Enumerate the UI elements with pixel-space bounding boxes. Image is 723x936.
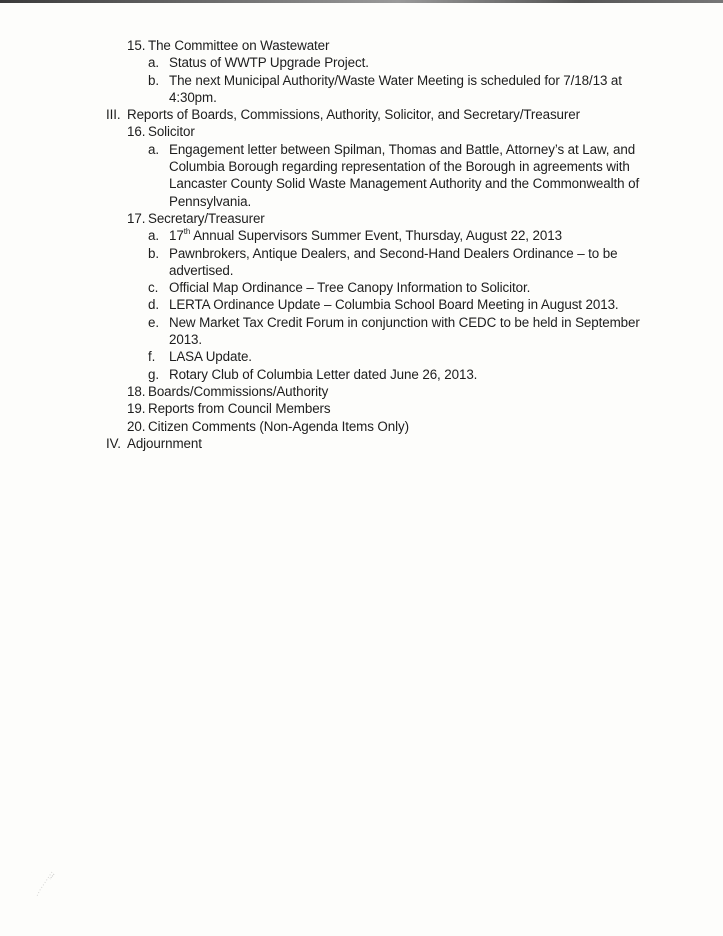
item-text: Secretary/Treasurer	[148, 210, 265, 226]
subitem-letter: b.	[148, 245, 159, 261]
scan-smudge-mark	[34, 870, 58, 898]
agenda-section-iv	[0, 435, 723, 452]
ordinal-suffix: th	[183, 226, 191, 236]
ordinal-number: 17	[169, 228, 184, 244]
subitem-letter: e.	[148, 314, 159, 330]
section-heading: Adjournment	[127, 435, 202, 451]
subitem-text-continued: advertised.	[169, 262, 234, 278]
section-numeral: IV.	[106, 435, 121, 451]
agenda-section-iii	[0, 106, 723, 123]
agenda-subitem-16a	[0, 141, 723, 158]
subitem-letter: a.	[148, 228, 159, 244]
subitem-text: Rotary Club of Columbia Letter dated June 26, 2013.	[169, 366, 478, 382]
item-text: The Committee on Wastewater	[148, 38, 330, 53]
item-number: 17.	[127, 210, 146, 226]
subitem-text: Status of WWTP Upgrade Project.	[169, 55, 369, 71]
subitem-letter: c.	[148, 280, 159, 296]
agenda-item-19	[0, 400, 723, 417]
page-top-edge	[0, 0, 723, 3]
item-number: 19.	[127, 401, 146, 417]
subitem-text: New Market Tax Credit Forum in conjunction with CEDC to be held in September	[169, 314, 640, 330]
section-numeral: III.	[106, 107, 121, 123]
agenda-subitem-17e	[0, 314, 723, 331]
section-heading: Reports of Boards, Commissions, Authority, Solicitor, and Secretary/Treasurer	[127, 107, 580, 123]
agenda-item-15	[0, 37, 723, 54]
subitem-letter: f.	[148, 349, 156, 365]
agenda-subitem-15b	[0, 72, 723, 89]
subitem-text: Pawnbrokers, Antique Dealers, and Second-Hand Dealers Ordinance – to be	[169, 245, 618, 261]
subitem-text-continued: 4:30pm.	[169, 89, 217, 105]
subitem-text-rest: Annual Supervisors Summer Event, Thursday, August 22, 2013	[190, 228, 562, 244]
item-text: Citizen Comments (Non-Agenda Items Only)	[148, 418, 409, 434]
agenda-subitem-17b	[0, 245, 723, 262]
agenda-subitem-17e-continued	[0, 331, 723, 348]
subitem-text-continued: Lancaster County Solid Waste Management Authority and the Commonwealth of	[169, 176, 640, 192]
item-text: Solicitor	[148, 124, 195, 140]
agenda-subitem-16a-continued	[0, 175, 723, 192]
subitem-text: LERTA Ordinance Update – Columbia School Board Meeting in August 2013.	[169, 297, 619, 313]
agenda-subitem-17d	[0, 296, 723, 313]
agenda-document	[0, 37, 723, 452]
agenda-item-17	[0, 210, 723, 227]
item-text: Reports from Council Members	[148, 401, 331, 417]
subitem-letter: a.	[148, 141, 159, 157]
subitem-letter: d.	[148, 297, 159, 313]
agenda-subitem-17b-continued	[0, 262, 723, 279]
agenda-subitem-17f	[0, 348, 723, 365]
item-number: 20.	[127, 418, 146, 434]
item-number: 16.	[127, 124, 146, 140]
subitem-text: LASA Update.	[169, 349, 252, 365]
subitem-text: The next Municipal Authority/Waste Water Meeting is scheduled for 7/18/13 at	[169, 72, 622, 88]
agenda-subitem-16a-continued	[0, 193, 723, 210]
subitem-text-continued: 2013.	[169, 332, 203, 348]
subitem-text-continued: Pennsylvania.	[169, 193, 252, 209]
agenda-subitem-17a	[0, 227, 723, 244]
agenda-subitem-15b-continued	[0, 89, 723, 106]
item-number: 15.	[127, 38, 146, 53]
subitem-letter: b.	[148, 72, 159, 88]
agenda-item-18	[0, 383, 723, 400]
agenda-subitem-17g	[0, 366, 723, 383]
agenda-item-16	[0, 123, 723, 140]
agenda-subitem-17c	[0, 279, 723, 296]
subitem-text: Official Map Ordinance – Tree Canopy Information to Solicitor.	[169, 280, 531, 296]
agenda-subitem-16a-continued	[0, 158, 723, 175]
agenda-item-20	[0, 418, 723, 435]
subitem-text-continued: Columbia Borough regarding representation of the Borough in agreements with	[169, 159, 630, 175]
subitem-letter: g.	[148, 366, 159, 382]
subitem-text	[169, 227, 562, 244]
agenda-subitem-15a	[0, 54, 723, 71]
subitem-letter: a.	[148, 55, 159, 71]
item-number: 18.	[127, 383, 146, 399]
item-text: Boards/Commissions/Authority	[148, 383, 329, 399]
subitem-text: Engagement letter between Spilman, Thomas and Battle, Attorney’s at Law, and	[169, 141, 636, 157]
